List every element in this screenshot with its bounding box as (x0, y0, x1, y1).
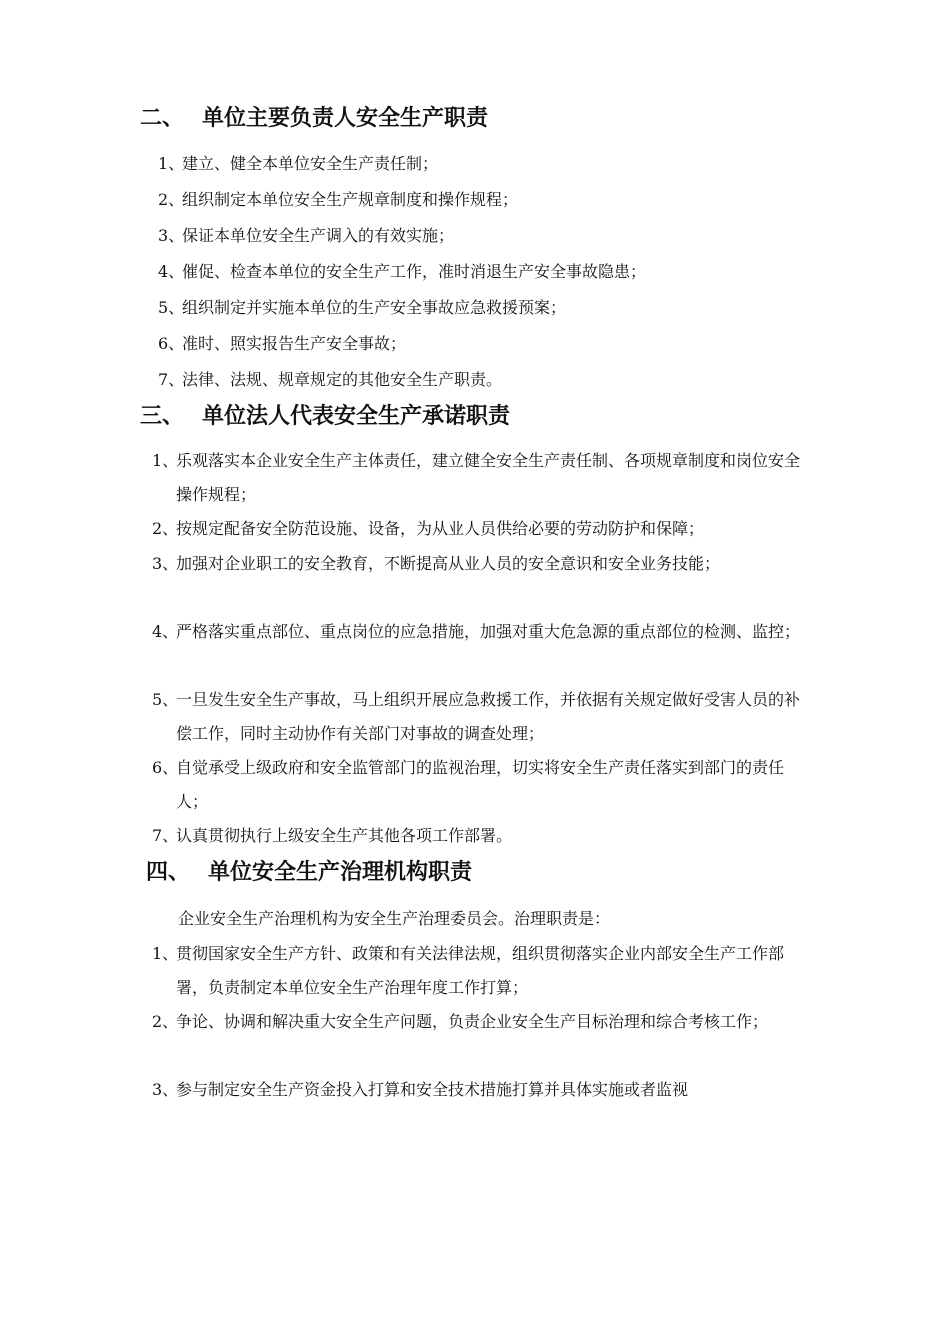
item-number: 7、 (152, 826, 179, 845)
list-item (152, 444, 812, 512)
item-text: 争论、协调和解决重大安全生产问题，负责企业安全生产目标治理和综合考核工作； (176, 1012, 769, 1031)
item-text: 参与制定安全生产资金投入打算和安全技术措施打算并具体实施或者监视 (176, 1080, 689, 1099)
item-text: 组织制定并实施本单位的生产安全事故应急救援预案； (182, 298, 567, 317)
list-item (152, 683, 812, 751)
item-number: 3、 (158, 226, 185, 245)
list-item (158, 147, 818, 181)
item-number: 3、 (152, 1080, 179, 1099)
list-item (152, 1073, 812, 1107)
section-intro: 企业安全生产治理机构为安全生产治理委员会。治理职责是： (178, 909, 611, 928)
item-text: 自觉承受上级政府和安全监管部门的监视治理，切实将安全生产责任落实到部门的责任人； (176, 758, 785, 811)
item-text: 加强对企业职工的安全教育，不断提高从业人员的安全意识和安全业务技能； (176, 554, 721, 573)
section-heading (146, 858, 472, 888)
item-text: 组织制定本单位安全生产规章制度和操作规程； (182, 190, 519, 209)
list-item (158, 219, 818, 253)
list-item (152, 819, 812, 853)
item-text: 法律、法规、规章规定的其他安全生产职责。 (182, 370, 503, 389)
item-number: 3、 (152, 554, 179, 573)
section-title: 单位法人代表安全生产承诺职责 (202, 404, 511, 429)
item-number: 1、 (152, 944, 179, 963)
section-title: 单位主要负责人安全生产职责 (202, 106, 489, 131)
item-number: 2、 (152, 519, 179, 538)
section-number: 四、 (146, 860, 191, 885)
item-text: 保证本单位安全生产调入的有效实施； (182, 226, 455, 245)
item-text: 严格落实重点部位、重点岗位的应急措施，加强对重大危急源的重点部位的检测、监控； (176, 622, 801, 641)
item-number: 7、 (158, 370, 185, 389)
item-text: 认真贯彻执行上级安全生产其他各项工作部署。 (176, 826, 513, 845)
item-text: 催促、检查本单位的安全生产工作，准时消退生产安全事故隐患； (182, 262, 647, 281)
list-item (152, 547, 812, 581)
list-item (158, 255, 818, 289)
item-text: 乐观落实本企业安全生产主体责任，建立健全安全生产责任制、各项规章制度和岗位安全操作规程； (176, 451, 801, 504)
item-text: 按规定配备安全防范设施、设备，为从业人员供给必要的劳动防护和保障； (176, 519, 705, 538)
section-heading (140, 402, 510, 432)
list-item (152, 512, 812, 546)
list-item (158, 327, 818, 361)
section-number: 二、 (140, 106, 185, 131)
list-item (152, 615, 812, 649)
section-number: 三、 (140, 404, 185, 429)
section-title: 单位安全生产治理机构职责 (208, 860, 473, 885)
section-heading (140, 104, 488, 134)
item-text: 一旦发生安全生产事故，马上组织开展应急救援工作，并依据有关规定做好受害人员的补偿工作，同时主动协作有关部门对事故的调查处理； (176, 690, 801, 743)
list-item (158, 363, 818, 397)
item-number: 6、 (158, 334, 185, 353)
list-item (152, 937, 812, 1005)
item-number: 4、 (158, 262, 185, 281)
list-item (152, 1005, 812, 1039)
item-number: 1、 (158, 154, 185, 173)
list-item (158, 183, 818, 217)
item-number: 2、 (152, 1012, 179, 1031)
item-number: 5、 (158, 298, 185, 317)
item-text: 贯彻国家安全生产方针、政策和有关法律法规，组织贯彻落实企业内部安全生产工作部署，负责制定本单位安全生产治理年度工作打算； (176, 944, 785, 997)
item-text: 建立、健全本单位安全生产责任制； (182, 154, 439, 173)
list-item (158, 291, 818, 325)
item-number: 6、 (152, 758, 179, 777)
item-number: 5、 (152, 690, 179, 709)
list-item (152, 751, 812, 819)
item-number: 1、 (152, 451, 179, 470)
item-number: 2、 (158, 190, 185, 209)
item-text: 准时、照实报告生产安全事故； (182, 334, 407, 353)
item-number: 4、 (152, 622, 179, 641)
